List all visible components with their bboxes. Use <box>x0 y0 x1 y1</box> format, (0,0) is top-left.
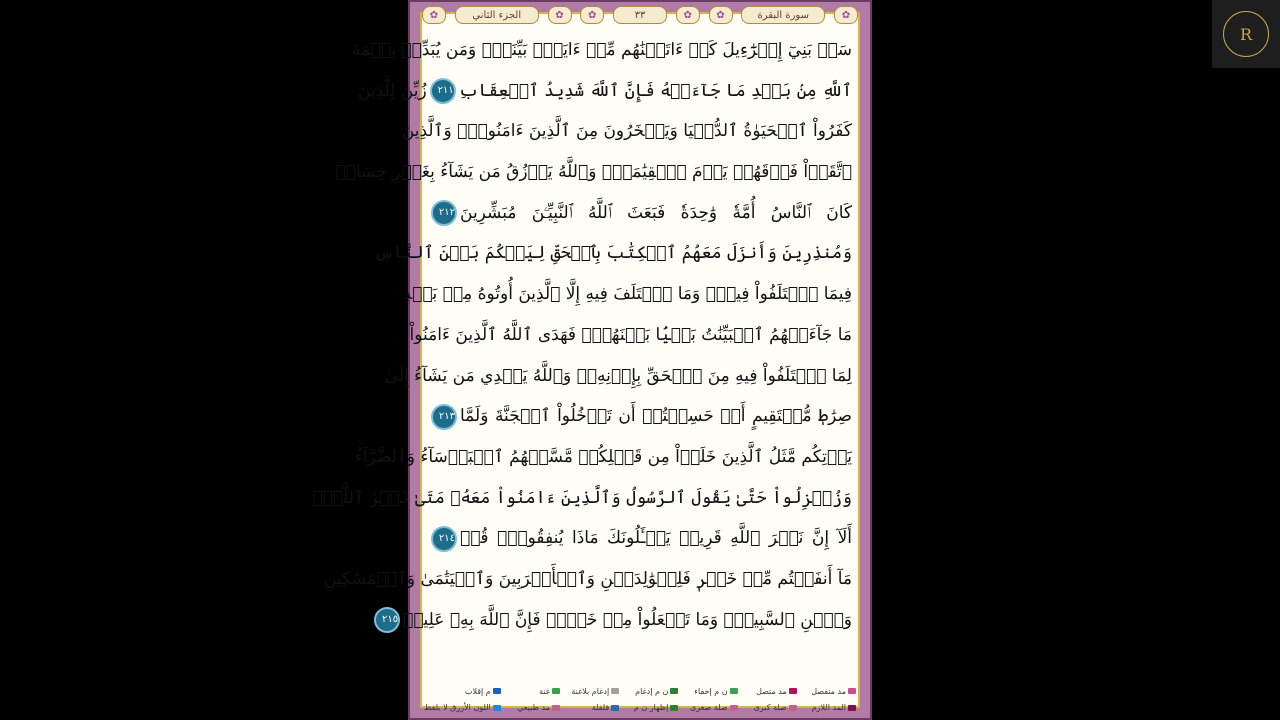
legend-item <box>799 687 858 696</box>
verse-line <box>428 396 852 437</box>
ayah-number-icon: ٢١٣ <box>431 404 457 430</box>
mushaf-page <box>312 0 872 720</box>
legend-swatch-icon <box>730 688 738 694</box>
legend-label: المد اللازم <box>811 703 846 713</box>
legend-item <box>562 703 621 712</box>
legend-swatch-icon <box>552 705 560 711</box>
verse-text: يَأۡتِكُم مَّثَلُ ٱلَّذِينَ خَلَوۡاْ مِن قَبۡلِكُمۖ مَّسَّتۡهُمُ ٱلۡبَأۡسَآءُ وَٱلضَّرَّآءُ <box>354 446 852 467</box>
legend-swatch-icon <box>848 688 856 694</box>
verse-line <box>428 640 852 681</box>
verse-text: صِرَٰطٖ مُّسۡتَقِيمٍ أَمۡ حَسِبۡتُمۡ أَن تَدۡخُلُواْ ٱلۡجَنَّةَ وَلَمَّا <box>460 406 852 427</box>
legend-item <box>680 687 739 696</box>
verse-line <box>335 152 852 193</box>
ornament-icon: ✿ <box>676 6 700 24</box>
verse-text: لِمَا ٱخۡتَلَفُواْ فِيهِ مِنَ ٱلۡحَقِّ بِإِذۡنِهِۦۗ وَٱللَّهُ يَهۡدِي مَن يَشَآءُ إِلَىٰ <box>384 365 852 386</box>
page-number: ٣٣ <box>613 6 667 24</box>
verse-line <box>401 111 852 152</box>
legend-label: إدغام بلاغنة <box>571 686 610 696</box>
legend-label: صلة كبرى <box>753 703 787 713</box>
legend-swatch-icon <box>789 688 797 694</box>
channel-logo <box>1212 0 1280 68</box>
legend-label: قلقلة <box>591 703 610 713</box>
verse-text: أَلَآ إِنَّ نَصۡرَ ٱللَّهِ قَرِيبٞ يَسۡـَٔلُونَكَ مَاذَا يُنفِقُونَۖ قُلۡ <box>460 528 852 549</box>
legend-item <box>503 703 562 712</box>
verse-line <box>324 559 852 600</box>
quran-text <box>312 30 852 682</box>
legend-swatch-icon <box>789 705 797 711</box>
legend-label: صلة صغرى <box>689 703 728 713</box>
verse-line <box>357 71 852 112</box>
ayah-number-icon: ٢١٤ <box>431 526 457 552</box>
legend-item <box>422 687 503 696</box>
verse-line <box>351 30 852 71</box>
ornament-icon: ✿ <box>422 6 446 24</box>
verse-line <box>382 600 852 641</box>
verse-text: مَآ أَنفَقۡتُم مِّنۡ خَيۡرٖ فَلِلۡوَٰلِدَيۡنِ وَٱلۡأَقۡرَبِينَ وَٱلۡيَتَٰمَىٰ وَٱلۡمَسَٰكِينِ <box>324 568 852 589</box>
legend-label: مد منفصل <box>811 686 846 696</box>
verse-text: مَا جَآءَتۡهُمُ ٱلۡبَيِّنَٰتُ بَغۡيَۢا بَيۡنَهُمۡۖ فَهَدَى ٱللَّهُ ٱلَّذِينَ ءَامَنُواْ <box>409 324 852 345</box>
ayah-number-icon: ٢١٥ <box>374 607 400 633</box>
legend-swatch-icon <box>493 688 501 694</box>
legend-label: إظهار ن م <box>633 703 669 713</box>
verse-text: فِيمَا ٱخۡتَلَفُواْ فِيهِۚ وَمَا ٱخۡتَلَفَ فِيهِ إِلَّا ٱلَّذِينَ أُوتُوهُ مِنۢ بَعۡدِ <box>403 284 852 305</box>
legend-swatch-icon <box>552 688 560 694</box>
legend-swatch-icon <box>670 688 678 694</box>
ayah-number-icon: ٢١٢ <box>431 200 457 226</box>
verse-line <box>354 437 852 478</box>
verse-text: سَلۡ بَنِيٓ إِسۡرَٰٓءِيلَ كَمۡ ءَاتَيۡنَٰهُم مِّنۡ ءَايَةِۭ بَيِّنَةٖۗ وَمَن يُبَدِّلۡ نِعۡمَةَ <box>351 40 852 60</box>
verse-text: ٱللَّهِ مِنۢ بَعۡدِ مَا جَآءَتۡهُ فَإِنَّ ٱللَّهَ شَدِيدُ ٱلۡعِقَابِ <box>458 80 852 101</box>
logo-emblem: R <box>1223 11 1269 57</box>
legend-swatch-icon <box>611 688 619 694</box>
legend-label: ن م إخفاء <box>694 686 728 696</box>
legend-swatch-icon <box>730 705 738 711</box>
verse-line <box>312 478 852 519</box>
legend-swatch-icon <box>848 705 856 711</box>
legend-item <box>621 687 680 696</box>
verse-line <box>428 193 852 234</box>
legend-swatch-icon <box>611 705 619 711</box>
legend-label: اللون الأزرق لا يلفظ <box>424 703 491 713</box>
legend-item <box>422 703 503 712</box>
verse-line <box>373 233 852 274</box>
ornament-icon: ✿ <box>709 6 733 24</box>
juz-label: الجزء الثاني <box>455 6 539 24</box>
verse-line <box>428 518 852 559</box>
legend-item <box>740 687 799 696</box>
verse-line <box>403 274 852 315</box>
legend-item <box>740 703 799 712</box>
verse-text: وَزُلۡزِلُواْ حَتَّىٰ يَقُولَ ٱلرَّسُولُ وَٱلَّذِينَ ءَامَنُواْ مَعَهُۥ مَتَىٰ نَصۡرُ ٱللَّهِۗ <box>312 487 852 508</box>
legend-item <box>621 703 680 712</box>
ornament-icon: ✿ <box>548 6 572 24</box>
surah-title: سورة البقرة <box>741 6 825 24</box>
legend-swatch-icon <box>670 705 678 711</box>
ayah-number-icon: ٢١١ <box>430 78 456 104</box>
verse-text: وَٱبۡنِ ٱلسَّبِيلِۗ وَمَا تَفۡعَلُواْ مِنۡ خَيۡرٖ فَإِنَّ ٱللَّهَ بِهِۦ عَلِيمٞ <box>403 609 852 630</box>
tajweed-legend <box>422 683 858 716</box>
legend-item <box>799 703 858 712</box>
legend-item <box>680 703 739 712</box>
page-header <box>422 4 858 26</box>
legend-item <box>562 687 621 696</box>
verse-text: كَانَ ٱلنَّاسُ أُمَّةٗ وَٰحِدَةٗ فَبَعَثَ ٱللَّهُ ٱلنَّبِيِّـۧنَ مُبَشِّرِينَ <box>460 202 852 223</box>
verse-text: ٱتَّقَوۡاْ فَوۡقَهُمۡ يَوۡمَ ٱلۡقِيَٰمَةِۗ وَٱللَّهُ يَرۡزُقُ مَن يَشَآءُ بِغَيۡرِ حِسَابٖ <box>335 162 852 183</box>
legend-label: م إقلاب <box>464 686 491 696</box>
legend-item <box>503 687 562 696</box>
legend-label: مد متصل <box>756 686 787 696</box>
verse-text: زُيِّنَ لِلَّذِينَ <box>357 80 427 101</box>
ornament-icon: ✿ <box>834 6 858 24</box>
verse-line <box>384 356 852 397</box>
legend-label: غنة <box>539 686 550 696</box>
ornament-icon: ✿ <box>580 6 604 24</box>
legend-label: مد طبيعي <box>517 703 550 713</box>
verse-text: كَفَرُواْ ٱلۡحَيَوٰةُ ٱلدُّنۡيَا وَيَسۡخَرُونَ مِنَ ٱلَّذِينَ ءَامَنُواْۘ وَٱلَّذِينَ <box>401 121 852 142</box>
legend-label: ن م إدغام <box>635 686 669 696</box>
verse-text: وَمُنذِرِينَ وَأَنزَلَ مَعَهُمُ ٱلۡكِتَٰبَ بِٱلۡحَقِّ لِيَحۡكُمَ بَيۡنَ ٱلنَّاسِ <box>373 243 852 264</box>
verse-line <box>409 315 852 356</box>
legend-swatch-icon <box>493 705 501 711</box>
